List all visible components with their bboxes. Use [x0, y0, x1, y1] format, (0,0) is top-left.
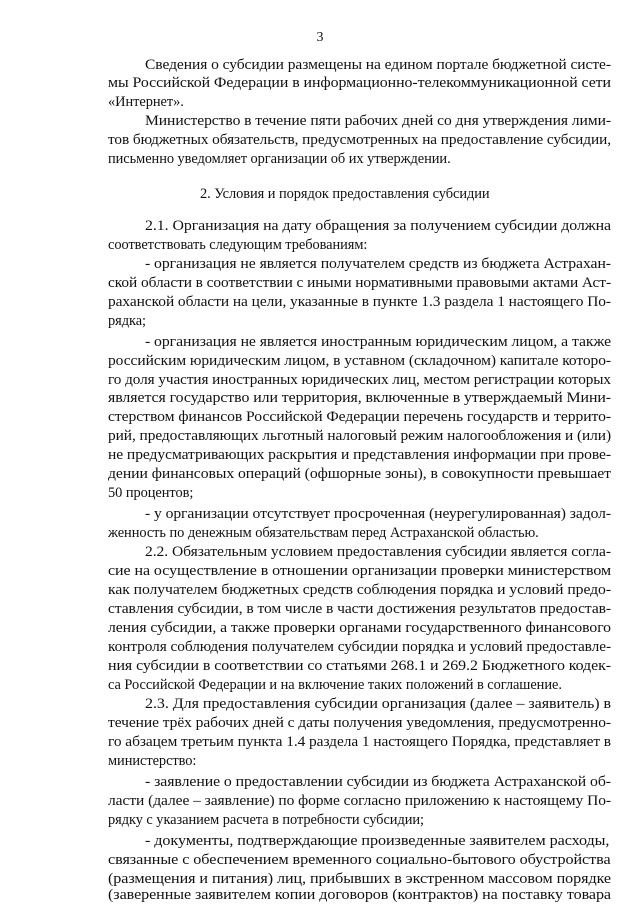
- text-line: министерство:: [108, 753, 197, 769]
- text-line: дении финансовых операций (офшорные зоны), в совокупности превышает: [108, 466, 611, 482]
- text-line: раханской области на цели, указанные в пункте 1.3 раздела 1 настоящего По-: [108, 294, 612, 310]
- text-line: - документы, подтверждающие произведенные заявителем расходы,: [145, 833, 610, 849]
- page-number: 3: [316, 30, 324, 45]
- text-line: не предусматривающих раскрытия и представления информации при прове-: [108, 447, 611, 463]
- text-line: Министерство в течение пяти рабочих дней со дня утверждения лими-: [145, 113, 611, 129]
- text-line: мы Российской Федерации в информационно-телекоммуникационной сети: [108, 75, 611, 91]
- text-line: рий, предоставляющих льготный налоговый режим налогообложения и (или): [108, 428, 612, 444]
- text-line: - организация не является получателем средств из бюджета Астрахан-: [145, 256, 611, 272]
- text-line: го абзацем третьим пункта 1.4 раздела 1 настоящего Порядка, представляет в: [108, 734, 612, 750]
- text-line: 2.3. Для предоставления субсидии организация (далее – заявитель) в: [145, 696, 612, 712]
- text-line: 50 процентов;: [108, 485, 194, 501]
- text-line: са Российской Федерации и на включение таких положений в соглашение.: [108, 677, 562, 693]
- text-line: ставления субсидии, в том числе в части достижения результатов предостав-: [108, 601, 612, 617]
- text-line: российским юридическим лицом, в уставном (складочном) капитале которо-: [108, 353, 611, 369]
- text-line: (размещения и питания) лиц, прибывших в экстренном массовом порядке: [108, 871, 612, 887]
- text-line: Сведения о субсидии размещены на едином портале бюджетной систе-: [145, 57, 611, 73]
- text-line: ласти (далее – заявление) по форме согласно приложению к настоящему По-: [108, 793, 612, 809]
- text-line: тов бюджетных обязательств, предусмотренных на предоставление субсидии,: [108, 132, 611, 148]
- text-line: - у организации отсутствует просроченная (неурегулированная) задол-: [145, 506, 612, 522]
- text-line: рядку с указанием расчета в потребности субсидии;: [108, 812, 424, 828]
- text-line: является государство или территория, включенные в утверждаемый Мини-: [108, 390, 611, 406]
- text-line: ской области в соответствии с иными нормативными правовыми актами Аст-: [108, 275, 612, 291]
- text-line: ления субсидии, а также проверки органами государственного финансового: [108, 620, 611, 636]
- text-line: го доля участия иностранных юридических лиц, местом регистрации которых: [108, 372, 611, 388]
- text-line: - организация не является иностранным юридическим лицом, а также: [145, 334, 612, 350]
- text-line: течение трёх рабочих дней с даты получения уведомления, предусмотренно-: [108, 715, 612, 731]
- text-line: соответствовать следующим требованиям:: [108, 237, 368, 253]
- text-line: рядка;: [108, 313, 146, 329]
- text-line: 2.1. Организация на дату обращения за получением субсидии должна: [145, 218, 612, 234]
- text-line: «Интернет».: [108, 94, 184, 110]
- text-line: как получателем бюджетных средств соблюдения порядка и условий предо-: [108, 582, 611, 598]
- text-line: сие на осуществление в отношении организации проверки министерством: [108, 563, 612, 579]
- text-line: контроля соблюдения получателем субсидии порядка и условий предоставле-: [108, 639, 612, 655]
- text-line: связанные с обеспечением временного социально-бытового обустройства: [108, 852, 611, 868]
- text-line: стерством финансов Российской Федерации перечень государств и террито-: [108, 409, 612, 425]
- text-line: женность по денежным обязательствам перед Астраханской областью.: [108, 525, 539, 541]
- section-heading: 2. Условия и порядок предоставления субсидии: [200, 186, 490, 202]
- text-line: 2.2. Обязательным условием предоставления субсидии является согла-: [145, 544, 612, 560]
- text-line: (заверенные заявителем копии договоров (контрактов) на поставку товара: [108, 887, 611, 903]
- text-line: письменно уведомляет организации об их утверждении.: [108, 151, 451, 167]
- text-line: ния субсидии в соответствии со статьями 268.1 и 269.2 Бюджетного кодек-: [108, 658, 612, 674]
- text-line: - заявление о предоставлении субсидии из бюджета Астраханской об-: [145, 774, 612, 790]
